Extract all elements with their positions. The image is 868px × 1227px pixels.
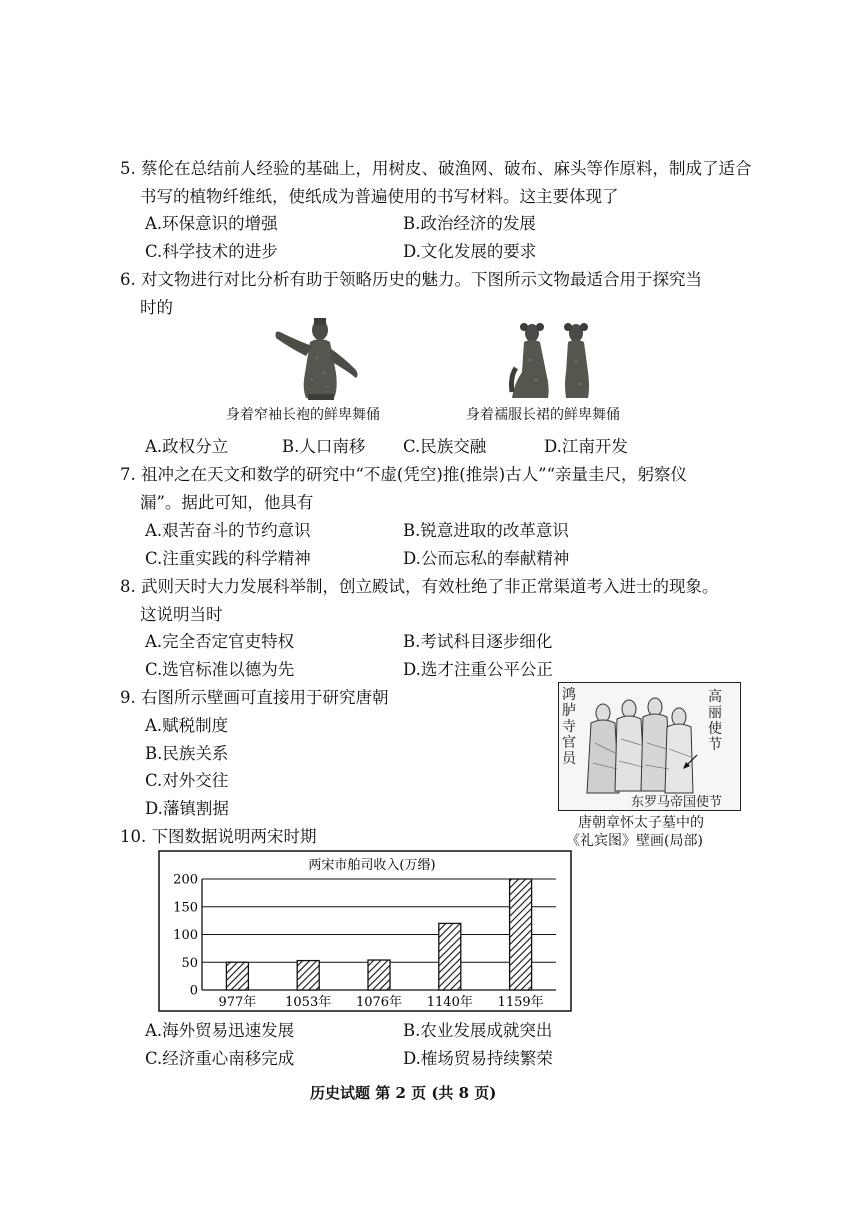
q7-option-c: C.注重实践的科学精神 (145, 549, 311, 568)
q8-stem-line1: 8. 武则天时大力发展科举制，创立殿试，有效杜绝了非正常渠道考入进士的现象。 (120, 577, 719, 596)
q7-option-d: D.公而忘私的奉献精神 (403, 549, 570, 568)
q5-stem-line2: 书写的植物纤维纸，使纸成为普遍使用的书写材料。这主要体现了 (140, 187, 619, 206)
q6-caption-right: 身着襦服长裙的鲜卑舞俑 (466, 407, 620, 423)
bar-1053年 (297, 961, 319, 990)
q5-option-d: D.文化发展的要求 (403, 242, 537, 261)
x-tick-label-1076年: 1076年 (355, 995, 403, 1010)
q10-option-d: D.榷场贸易持续繁荣 (403, 1049, 553, 1068)
q8-option-b: B.考试科目逐步细化 (403, 632, 553, 651)
q8-option-c: C.选官标准以德为先 (145, 660, 295, 679)
mural-label-honglusi-char1: 鸿 (562, 687, 576, 703)
mural-label-honglusi-char2: 胪 (562, 703, 576, 719)
bar-1140年 (439, 923, 461, 990)
q10-option-c: C.经济重心南移完成 (145, 1049, 295, 1068)
mural-caption-line1: 唐朝章怀太子墓中的 (578, 815, 704, 831)
q6-option-b: B.人口南移 (282, 437, 366, 456)
bar-1159年 (510, 879, 532, 990)
y-tick-label-100: 100 (173, 928, 198, 943)
x-tick-label-977年: 977年 (218, 995, 257, 1010)
bar-1076年 (368, 960, 390, 990)
q8-option-a: A.完全否定官吏特权 (145, 632, 295, 651)
y-tick-label-150: 150 (173, 900, 198, 916)
mural-caption-line2: 《礼宾图》壁画(局部) (566, 833, 703, 849)
chart-title: 两宋市舶司收入(万缗) (308, 858, 436, 873)
q8-stem-line2: 这说明当时 (140, 605, 223, 624)
q5-option-a: A.环保意识的增强 (145, 214, 278, 233)
mural-image (558, 682, 741, 811)
mural-label-goryeo-char2: 丽 (708, 705, 722, 721)
mural-label-byzantine-envoy: 东罗马帝国使节 (631, 795, 723, 810)
mural-label-honglusi-char4: 官 (562, 735, 576, 751)
q6-option-d: D.江南开发 (544, 437, 628, 456)
mural-label-honglusi-char5: 员 (562, 751, 576, 767)
bar-chart (158, 850, 573, 1013)
q7-stem-line2: 漏”。据此可知，他具有 (140, 493, 314, 512)
q9-option-d: D.藩镇割据 (145, 799, 229, 818)
q5-stem-line1: 5. 蔡伦在总结前人经验的基础上，用树皮、破渔网、破布、麻头等作原料，制成了适合 (120, 159, 752, 178)
q5-option-b: B.政治经济的发展 (403, 214, 536, 233)
q6-option-c: C.民族交融 (403, 437, 487, 456)
x-tick-label-1140年: 1140年 (426, 995, 473, 1010)
mural-label-honglusi-char3: 寺 (562, 719, 576, 735)
dancer-figurine-narrow-sleeve-image (272, 318, 364, 400)
q8-option-d: D.选才注重公平公正 (403, 660, 553, 679)
y-tick-label-50: 50 (181, 955, 198, 971)
q10-stem: 10. 下图数据说明两宋时期 (120, 827, 317, 846)
dancer-figurines-ru-skirt-image (502, 322, 596, 400)
mural-label-goryeo-char4: 节 (708, 737, 722, 753)
q6-stem-line1: 6. 对文物进行对比分析有助于领略历史的魅力。下图所示文物最适合用于探究当 (120, 270, 702, 289)
x-tick-label-1053年: 1053年 (285, 995, 332, 1010)
q7-option-a: A.艰苦奋斗的节约意识 (145, 521, 311, 540)
q10-option-a: A.海外贸易迅速发展 (145, 1021, 295, 1040)
page-footer: 历史试题 第 2 页 (共 8 页) (310, 1084, 497, 1102)
q6-stem-line2: 时的 (140, 298, 173, 317)
q9-option-a: A.赋税制度 (145, 716, 229, 735)
q10-option-b: B.农业发展成就突出 (403, 1021, 553, 1040)
mural-label-goryeo-char1: 高 (708, 689, 722, 705)
mural-label-goryeo-char3: 使 (708, 721, 722, 737)
q7-option-b: B.锐意进取的改革意识 (403, 521, 569, 540)
q6-caption-left: 身着窄袖长袍的鲜卑舞俑 (226, 407, 380, 423)
q9-option-c: C.对外交往 (145, 771, 229, 790)
q9-stem: 9. 右图所示壁画可直接用于研究唐朝 (120, 688, 389, 707)
q9-option-b: B.民族关系 (145, 744, 229, 763)
q5-option-c: C.科学技术的进步 (145, 242, 278, 261)
bar-977年 (226, 962, 248, 990)
q6-option-a: A.政权分立 (145, 437, 229, 456)
y-tick-label-0: 0 (189, 983, 198, 999)
y-tick-label-200: 200 (173, 872, 198, 888)
x-tick-label-1159年: 1159年 (497, 995, 544, 1010)
q7-stem-line1: 7. 祖冲之在天文和数学的研究中“不虚(凭空)推(推崇)古人”“亲量圭尺，躬察仪 (120, 465, 688, 484)
